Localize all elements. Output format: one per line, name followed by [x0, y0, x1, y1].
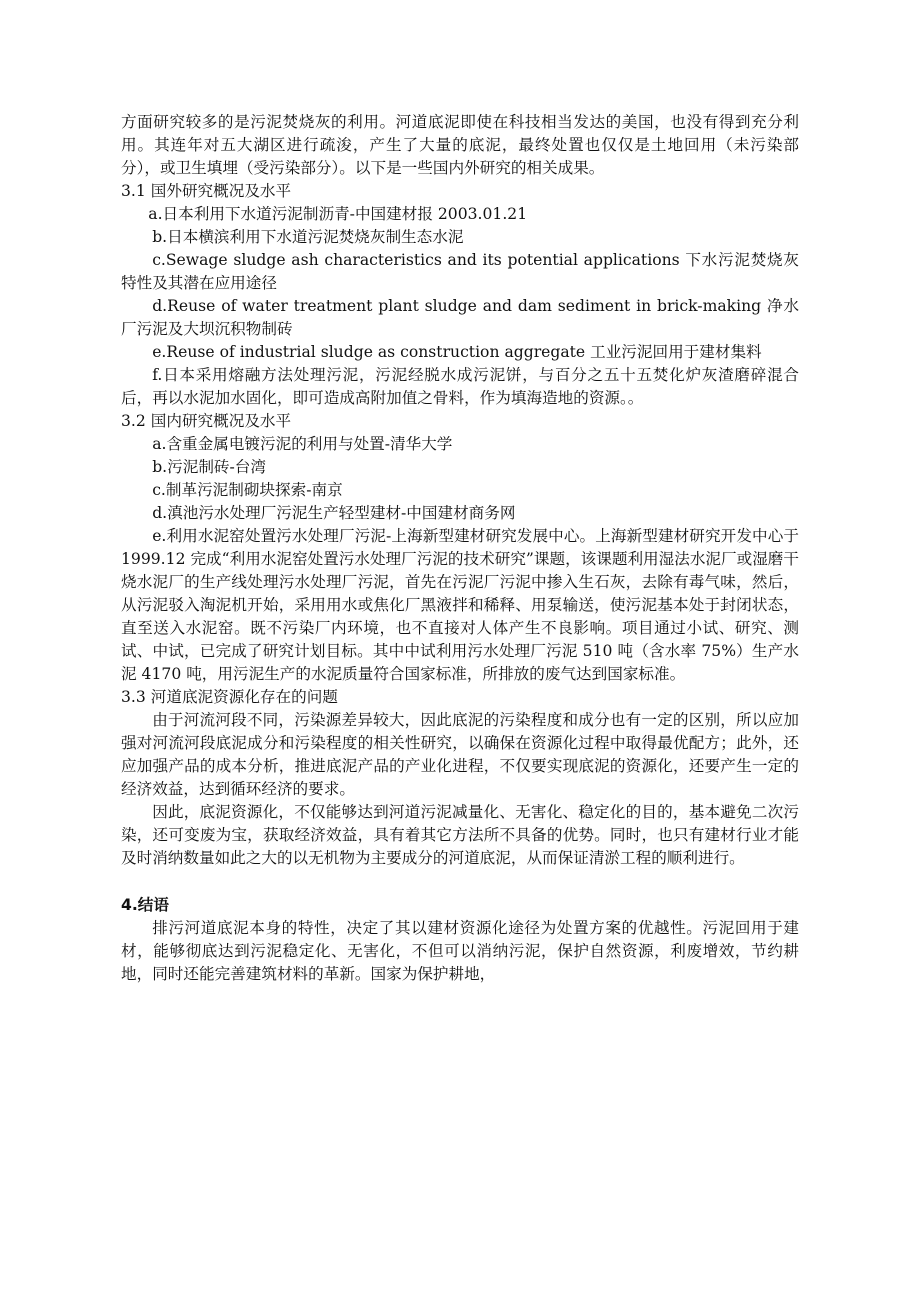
s31-item-c: c.Sewage sludge ash characteristics and its potential applications 下水污泥焚烧灰特性及其潜在应用途径 — [121, 251, 799, 292]
s31-item-b: b.日本横滨利用下水道污泥焚烧灰制生态水泥 — [152, 228, 464, 246]
s4-paragraph: 排污河道底泥本身的特性，决定了其以建材资源化途径为处置方案的优越性。污泥回用于建材，能够彻底达到污泥稳定化、无害化，不但可以消纳污泥，保护自然资源，利废增效，节约耕地，同时还能完善建筑材料的革新。国家为保护耕地， — [121, 919, 799, 983]
section-spacer — [121, 870, 799, 894]
s31-item-e: e.Reuse of industrial sludge as construction aggregate 工业污泥回用于建材集料 — [152, 343, 762, 361]
section-3-2-heading: 3.2 国内研究概况及水平 — [121, 412, 292, 430]
s33-paragraph-1: 由于河流河段不同，污染源差异较大，因此底泥的污染程度和成分也有一定的区别，所以应加强对河流河段底泥成分和污染程度的相关性研究，以确保在资源化过程中取得最优配方；此外，还应加强产品的成本分析，推进底泥产品的产业化进程，不仅要实现底泥的资源化，还要产生一定的经济效益，达到循环经济的要求。 — [121, 711, 799, 798]
section-3-3-heading: 3.3 河道底泥资源化存在的问题 — [121, 688, 338, 706]
s31-item-f: f.日本采用熔融方法处理污泥，污泥经脱水成污泥饼，与百分之五十五焚化炉灰渣磨碎混合后，再以水泥加水固化，即可造成高附加值之骨料，作为填海造地的资源。。 — [121, 366, 799, 407]
section-3-1-heading: 3.1 国外研究概况及水平 — [121, 182, 292, 200]
document-page — [121, 111, 799, 986]
s32-item-c: c.制革污泥制砌块探索-南京 — [152, 481, 343, 499]
s32-item-e: e.利用水泥窑处置污水处理厂污泥-上海新型建材研究发展中心。上海新型建材研究开发中心于 1999.12 完成“利用水泥窑处置污水处理厂污泥的技术研究”课题，该课题利用湿法水泥厂或湿磨干烧水泥厂的生产线处理污水处理厂污泥，首先在污泥厂污泥中掺入生石灰，去除有毒气味，然后，从污泥驳入淘泥机开始，采用用水或焦化厂黑液拌和稀释、用泵输送，使污泥基本处于封闭状态，直至送入水泥窑。既不污染厂内环境，也不直接对人体产生不良影响。项目通过小试、研究、测试、中试，已完成了研究计划目标。其中中试利用污水处理厂污泥 510 吨（含水率 75%）生产水泥 4170 吨，用污泥生产的水泥质量符合国家标准，所排放的废气达到国家标准。 — [121, 527, 799, 683]
section-4-heading: 4.结语 — [121, 896, 169, 914]
intro-paragraph: 方面研究较多的是污泥焚烧灰的利用。河道底泥即使在科技相当发达的美国，也没有得到充分利用。其连年对五大湖区进行疏浚，产生了大量的底泥，最终处置也仅仅是土地回用（未污染部分），或卫生填埋（受污染部分）。以下是一些国内外研究的相关成果。 — [121, 113, 799, 177]
s32-item-b: b.污泥制砖-台湾 — [152, 458, 266, 476]
s32-item-d: d.滇池污水处理厂污泥生产轻型建材-中国建材商务网 — [152, 504, 516, 522]
s33-paragraph-2: 因此，底泥资源化，不仅能够达到河道污泥减量化、无害化、稳定化的目的，基本避免二次污染，还可变废为宝，获取经济效益，具有着其它方法所不具备的优势。同时，也只有建材行业才能及时消纳数量如此之大的以无机物为主要成分的河道底泥，从而保证清淤工程的顺利进行。 — [121, 803, 799, 867]
s31-item-d: d.Reuse of water treatment plant sludge and dam sediment in brick-making 净水厂污泥及大坝沉积物制砖 — [121, 297, 799, 338]
s31-item-a: a.日本利用下水道污泥制沥青-中国建材报 2003.01.21 — [148, 205, 528, 223]
s32-item-a: a.含重金属电镀污泥的利用与处置-清华大学 — [152, 435, 453, 453]
